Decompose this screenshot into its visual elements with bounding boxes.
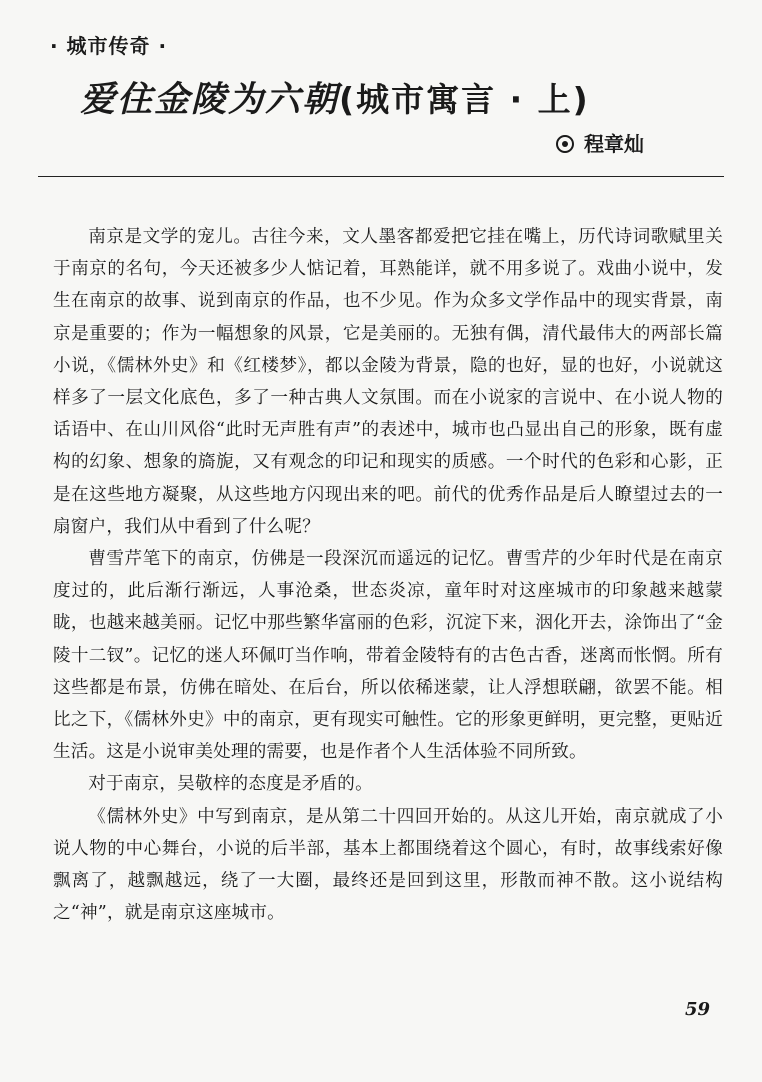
author-name: 程章灿 — [584, 132, 644, 156]
title-divider — [38, 176, 724, 177]
paragraph-4: 《儒林外史》中写到南京，是从第二十四回开始的。从这儿开始，南京就成了小说人物的中心舞台，小说的后半部，基本上都围绕着这个圆心，有时，故事线索好像飘离了，越飘越远，绕了一大圈，最终还是回到这里，形散而神不散。这小说结构之“神”，就是南京这座城市。 — [53, 806, 723, 924]
title-main: 爱住金陵为六朝 — [80, 80, 340, 120]
column-tag: · 城市传奇 · — [50, 34, 168, 58]
title-subtitle: (城市寓言 · 上) — [339, 80, 590, 119]
circle-dot-icon — [556, 135, 574, 153]
byline — [556, 128, 644, 157]
article-title — [80, 72, 590, 122]
paragraph-1: 南京是文学的宠儿。古往今来，文人墨客都爱把它挂在嘴上，历代诗词歌赋里关于南京的名句，今天还被多少人惦记着，耳熟能详，就不用多说了。戏曲小说中，发生在南京的故事、说到南京的作品，也不少见。作为众多文学作品中的现实背景，南京是重要的；作为一幅想象的风景，它是美丽的。无独有偶，清代最伟大的两部长篇小说，《儒林外史》和《红楼梦》，都以金陵为背景，隐的也好，显的也好，小说就这样多了一层文化底色，多了一种古典人文氛围。而在小说家的言说中、在小说人物的话语中、在山川风俗“此时无声胜有声”的表述中，城市也凸显出自己的形象，既有虚构的幻象、想象的旖旎，又有观念的印记和现实的质感。一个时代的色彩和心影，正是在这些地方凝聚，从这些地方闪现出来的吧。前代的优秀作品是后人瞭望过去的一扇窗户，我们从中看到了什么呢？ — [53, 227, 723, 537]
paragraph-2: 曹雪芹笔下的南京，仿佛是一段深沉而遥远的记忆。曹雪芹的少年时代是在南京度过的，此后渐行渐远，人事沧桑，世态炎凉，童年时对这座城市的印象越来越蒙眬，也越来越美丽。记忆中那些繁华富丽的色彩，沉淀下来，洇化开去，涂饰出了“金陵十二钗”。记忆的迷人环佩叮当作响，带着金陵特有的古色古香，迷离而怅惘。所有这些都是布景，仿佛在暗处、在后台，所以依稀迷蒙，让人浮想联翩，欲罢不能。相比之下，《儒林外史》中的南京，更有现实可触性。它的形象更鲜明，更完整，更贴近生活。这是小说审美处理的需要，也是作者个人生活体验不同所致。 — [53, 549, 723, 763]
page-number: 59 — [684, 999, 710, 1020]
article-body — [53, 221, 723, 929]
paragraph-3: 对于南京，吴敬梓的态度是矛盾的。 — [88, 774, 373, 795]
